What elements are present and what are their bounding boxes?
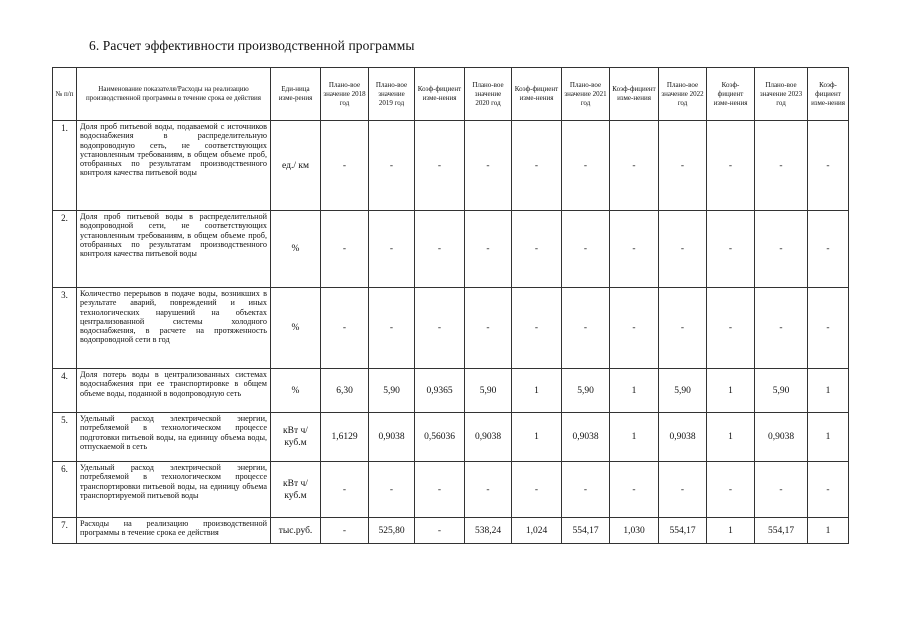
- table-row: [53, 211, 849, 288]
- cell-value: 538,24: [465, 518, 512, 544]
- header-name: Наименование показателя/Расходы на реализацию производственной программы в течение срока ее действия: [77, 68, 271, 121]
- row-num: 3.: [53, 288, 77, 369]
- cell-value: 5,90: [659, 369, 707, 413]
- row-unit: %: [271, 211, 321, 288]
- cell-value: 0,9038: [369, 413, 415, 462]
- cell-value: 0,56036: [415, 413, 465, 462]
- cell-value: -: [610, 462, 659, 518]
- cell-value: -: [562, 211, 610, 288]
- header-plan-2023: Плано-вое значение 2023 год: [755, 68, 808, 121]
- header-num: № п/п: [53, 68, 77, 121]
- cell-value: -: [369, 121, 415, 211]
- cell-value: -: [659, 121, 707, 211]
- cell-value: -: [465, 211, 512, 288]
- cell-value: -: [512, 211, 562, 288]
- row-num: 6.: [53, 462, 77, 518]
- cell-value: -: [707, 288, 755, 369]
- cell-value: 1,6129: [321, 413, 369, 462]
- header-plan-2020: Плано-вое значение 2020 год: [465, 68, 512, 121]
- row-name: Количество перерывов в подаче воды, возникших в результате аварий, повреждений и иных технологических нарушений на объектах централизованной системы холодного водоснабжения, в расчете на протяженность водопроводной сети в год: [77, 288, 271, 369]
- table-row: [53, 288, 849, 369]
- cell-value: -: [465, 288, 512, 369]
- cell-value: -: [808, 211, 849, 288]
- cell-value: -: [659, 288, 707, 369]
- row-name: Удельный расход электрической энергии, потребляемой в технологическом процессе транспортировки питьевой воды, на единицу объема транспортируемой питьевой воды: [77, 462, 271, 518]
- cell-value: -: [755, 288, 808, 369]
- cell-value: -: [562, 121, 610, 211]
- row-name: Доля проб питьевой воды, подаваемой с источников водоснабжения в распределительную водопроводную сеть, не соответствующих установленным требованиям, в общем объеме проб, отобранных по результатам производственного контроля качества питьевой воды: [77, 121, 271, 211]
- cell-value: 1: [512, 413, 562, 462]
- cell-value: -: [707, 211, 755, 288]
- cell-value: -: [610, 121, 659, 211]
- cell-value: -: [415, 518, 465, 544]
- header-coef-2022: Коэф-фициент изме-нения: [707, 68, 755, 121]
- cell-value: -: [512, 121, 562, 211]
- row-num: 4.: [53, 369, 77, 413]
- row-name: Доля проб питьевой воды в распределительной водопроводной сети, не соответствующих установленным требованиям, в общем объеме проб, отобранных по результатам производственного контроля качества питьевой воды: [77, 211, 271, 288]
- cell-value: -: [465, 462, 512, 518]
- cell-value: 1: [808, 518, 849, 544]
- cell-value: -: [465, 121, 512, 211]
- cell-value: -: [321, 288, 369, 369]
- cell-value: -: [659, 211, 707, 288]
- cell-value: -: [321, 211, 369, 288]
- cell-value: 554,17: [659, 518, 707, 544]
- cell-value: -: [755, 121, 808, 211]
- header-coef-2021: Коэф-фициент изме-нения: [610, 68, 659, 121]
- cell-value: 1: [610, 413, 659, 462]
- row-name: Расходы на реализацию производственной программы в течение срока ее действия: [77, 518, 271, 544]
- cell-value: 0,9038: [659, 413, 707, 462]
- cell-value: -: [562, 462, 610, 518]
- cell-value: -: [562, 288, 610, 369]
- cell-value: 554,17: [755, 518, 808, 544]
- header-plan-2018: Плано-вое значение 2018 год: [321, 68, 369, 121]
- cell-value: -: [610, 211, 659, 288]
- cell-value: -: [369, 211, 415, 288]
- cell-value: -: [512, 462, 562, 518]
- cell-value: -: [415, 462, 465, 518]
- cell-value: -: [707, 121, 755, 211]
- cell-value: 5,90: [755, 369, 808, 413]
- cell-value: -: [755, 211, 808, 288]
- cell-value: -: [415, 121, 465, 211]
- row-unit: %: [271, 369, 321, 413]
- row-unit: кВт ч/куб.м: [271, 413, 321, 462]
- cell-value: 1: [707, 413, 755, 462]
- cell-value: -: [707, 462, 755, 518]
- efficiency-table: [52, 67, 849, 544]
- cell-value: 1,030: [610, 518, 659, 544]
- cell-value: -: [369, 288, 415, 369]
- cell-value: 1: [808, 369, 849, 413]
- cell-value: 525,80: [369, 518, 415, 544]
- cell-value: -: [321, 121, 369, 211]
- cell-value: 0,9365: [415, 369, 465, 413]
- section-title: 6. Расчет эффективности производственной программы: [89, 38, 415, 53]
- row-num: 5.: [53, 413, 77, 462]
- cell-value: -: [415, 288, 465, 369]
- header-plan-2019: Плано-вое значение 2019 год: [369, 68, 415, 121]
- cell-value: 5,90: [562, 369, 610, 413]
- cell-value: 1: [512, 369, 562, 413]
- row-unit: %: [271, 288, 321, 369]
- cell-value: 1: [707, 518, 755, 544]
- row-unit: ед./ км: [271, 121, 321, 211]
- table-row: [53, 121, 849, 211]
- row-name: Доля потерь воды в централизованных системах водоснабжения при ее транспортировке в общем объеме воды, поданной в водопроводную сеть: [77, 369, 271, 413]
- cell-value: 1: [610, 369, 659, 413]
- row-num: 7.: [53, 518, 77, 544]
- header-plan-2021: Плано-вое значение 2021 год: [562, 68, 610, 121]
- cell-value: 6,30: [321, 369, 369, 413]
- cell-value: -: [610, 288, 659, 369]
- table-row: [53, 369, 849, 413]
- header-unit: Еди-ница изме-рения: [271, 68, 321, 121]
- row-name: Удельный расход электрической энергии, потребляемой в технологическом процессе подготовки питьевой воды, на единицу объема воды, отпускаемой в сеть: [77, 413, 271, 462]
- row-unit: кВт ч/куб.м: [271, 462, 321, 518]
- header-coef-2019: Коэф-фициент изме-нения: [415, 68, 465, 121]
- cell-value: 0,9038: [755, 413, 808, 462]
- cell-value: -: [808, 121, 849, 211]
- row-num: 2.: [53, 211, 77, 288]
- cell-value: -: [415, 211, 465, 288]
- table-row: [53, 518, 849, 544]
- cell-value: -: [321, 462, 369, 518]
- row-num: 1.: [53, 121, 77, 211]
- cell-value: -: [512, 288, 562, 369]
- header-coef-2023: Коэф-фициент изме-нения: [808, 68, 849, 121]
- header-row: [53, 68, 849, 121]
- cell-value: 5,90: [369, 369, 415, 413]
- cell-value: -: [808, 288, 849, 369]
- cell-value: -: [755, 462, 808, 518]
- cell-value: 1,024: [512, 518, 562, 544]
- cell-value: 5,90: [465, 369, 512, 413]
- cell-value: 1: [707, 369, 755, 413]
- cell-value: 0,9038: [465, 413, 512, 462]
- cell-value: -: [321, 518, 369, 544]
- header-plan-2022: Плано-вое значение 2022 год: [659, 68, 707, 121]
- cell-value: 1: [808, 413, 849, 462]
- table-row: [53, 462, 849, 518]
- cell-value: 0,9038: [562, 413, 610, 462]
- cell-value: -: [659, 462, 707, 518]
- row-unit: тыс.руб.: [271, 518, 321, 544]
- cell-value: -: [369, 462, 415, 518]
- cell-value: 554,17: [562, 518, 610, 544]
- cell-value: -: [808, 462, 849, 518]
- header-coef-2020: Коэф-фициент изме-нения: [512, 68, 562, 121]
- table-row: [53, 413, 849, 462]
